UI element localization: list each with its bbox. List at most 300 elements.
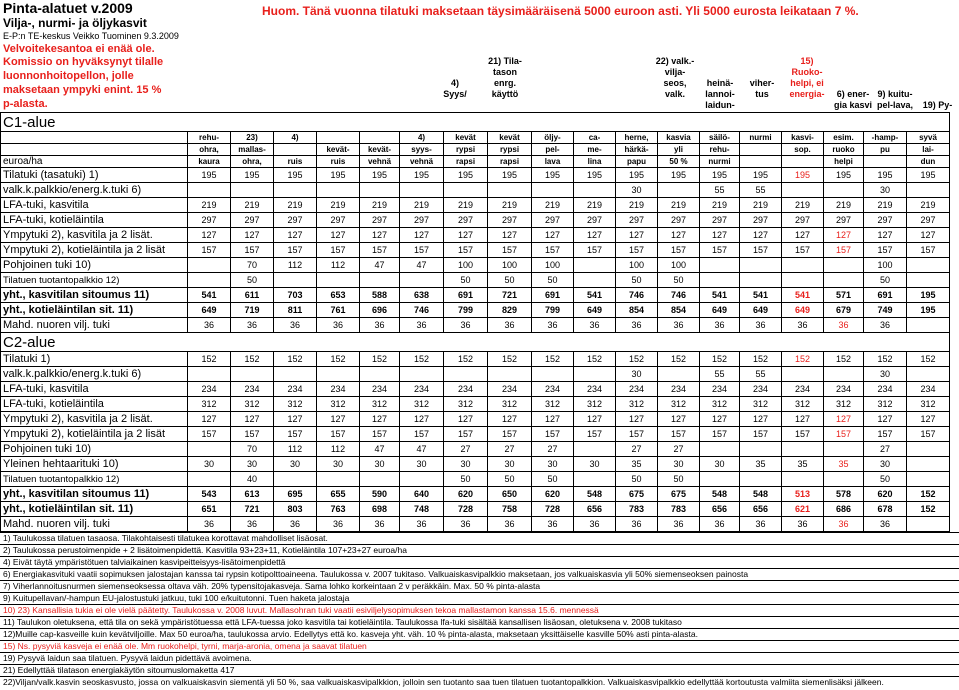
value-cell: 620	[864, 487, 907, 502]
column-head-pysyva: 19) Py-	[922, 100, 953, 110]
value-cell: 234	[782, 382, 824, 397]
value-cell: 30	[864, 367, 907, 382]
value-cell	[574, 183, 616, 198]
value-cell: 691	[864, 288, 907, 303]
value-cell: 50	[231, 273, 274, 288]
value-cell: 679	[824, 303, 864, 318]
value-cell: 675	[616, 487, 658, 502]
value-cell: 234	[616, 382, 658, 397]
value-cell: 219	[864, 198, 907, 213]
value-cell: 127	[360, 228, 400, 243]
c2-rows	[1, 352, 950, 532]
table-row	[1, 288, 950, 303]
value-cell: 578	[824, 487, 864, 502]
value-cell: 234	[700, 382, 740, 397]
value-cell: 297	[317, 213, 360, 228]
subheader-cell: kevät	[488, 132, 532, 144]
footnote: 6) Energiakasvituki vaatii sopimuksen jalostajan kanssa tai rypsin kotipolttoaineena. Taulukossa v. 2007 tukitaso. Valkuaiskasvipalkkio maksetaan, jos valkuaiskasvia yli 50% siemenseoksen painosta	[0, 568, 959, 580]
subheader-row	[1, 132, 950, 144]
value-cell: 297	[231, 213, 274, 228]
value-cell: 234	[824, 382, 864, 397]
row-label: yht., kotieläintilan sit. 11)	[1, 303, 188, 318]
column-head-tilatason: 21) Tila- tason enrg. käyttö	[488, 56, 522, 99]
value-cell	[824, 367, 864, 382]
row-label: Tilatuen tuotantopalkkio 12)	[1, 472, 188, 487]
value-cell: 112	[274, 442, 317, 457]
subheader-cell: papu	[616, 156, 658, 168]
row-label: yht., kasvitilan sitoumus 11)	[1, 288, 188, 303]
value-cell	[700, 472, 740, 487]
value-cell: 35	[740, 457, 782, 472]
value-cell: 152	[360, 352, 400, 367]
value-cell: 783	[616, 502, 658, 517]
value-cell: 590	[360, 487, 400, 502]
value-cell: 127	[274, 228, 317, 243]
subheader-cell: rehu-	[188, 132, 231, 144]
value-cell: 195	[907, 303, 950, 318]
value-cell: 219	[274, 198, 317, 213]
value-cell: 157	[188, 243, 231, 258]
value-cell: 803	[274, 502, 317, 517]
value-cell: 70	[231, 258, 274, 273]
value-cell: 588	[360, 288, 400, 303]
subheader-cell: helpi	[824, 156, 864, 168]
footnote: 22)Viljan/valk.kasvin seoskasvusto, jossa on valkuaiskasvin siementä yli 50 %, saa valkuaiskasvipalkkion, jolloin sen tuotanto saa tuen tilatuen tuotantopalkkion. Valkuaiskasvipalkkio edellyttää kortoutusta valmiita siemenlisäksi jälkeen.	[0, 676, 959, 688]
value-cell: 611	[231, 288, 274, 303]
value-cell: 47	[400, 258, 444, 273]
value-cell: 36	[532, 517, 574, 532]
value-cell: 312	[274, 397, 317, 412]
value-cell: 47	[400, 442, 444, 457]
value-cell: 195	[360, 168, 400, 183]
value-cell: 36	[400, 318, 444, 333]
value-cell: 698	[360, 502, 400, 517]
section-title-row	[1, 113, 950, 132]
value-cell	[782, 258, 824, 273]
value-cell: 234	[400, 382, 444, 397]
value-cell	[782, 273, 824, 288]
value-cell	[574, 258, 616, 273]
value-cell: 653	[317, 288, 360, 303]
footnote: 1) Taulukossa tilatuen tasaosa. Tilakohtaisesti tilatukea korottavat mahdolliset lisäosat.	[0, 532, 959, 544]
table-row	[1, 427, 950, 442]
value-cell: 152	[824, 352, 864, 367]
c1-rows	[1, 168, 950, 333]
value-cell: 127	[658, 412, 700, 427]
value-cell: 30	[274, 457, 317, 472]
footnote: 12)Muille cap-kasveille kuin kevätviljoille. Max 50 euroa/ha, taulukossa arvio. Edellytys että ko. kasveja yht. väh. 10 % pinta-alasta, maksetaan yksittäiselle kasville 50% asti pinta-alasta.	[0, 628, 959, 640]
value-cell	[532, 183, 574, 198]
value-cell: 127	[574, 228, 616, 243]
value-cell	[317, 273, 360, 288]
value-cell: 50	[532, 273, 574, 288]
subheader-cell: esim.	[824, 132, 864, 144]
value-cell: 157	[782, 243, 824, 258]
value-cell: 30	[360, 457, 400, 472]
value-cell: 152	[782, 352, 824, 367]
value-cell: 219	[444, 198, 488, 213]
subheader-cell: ruoko	[824, 144, 864, 156]
subheader-cell	[864, 156, 907, 168]
value-cell: 312	[616, 397, 658, 412]
value-cell: 36	[360, 517, 400, 532]
table-row	[1, 303, 950, 318]
subheader-cell: pel-	[532, 144, 574, 156]
c1-header	[1, 113, 950, 168]
value-cell: 27	[616, 442, 658, 457]
value-cell: 36	[574, 517, 616, 532]
value-cell: 234	[907, 382, 950, 397]
red-note-line: p-alasta.	[3, 98, 48, 110]
subheader-cell: öljy-	[532, 132, 574, 144]
row-label: Tilatuki 1)	[1, 352, 188, 367]
value-cell: 35	[824, 457, 864, 472]
value-cell: 47	[360, 258, 400, 273]
value-cell: 219	[488, 198, 532, 213]
value-cell: 219	[782, 198, 824, 213]
value-cell: 152	[907, 487, 950, 502]
value-cell: 127	[740, 412, 782, 427]
value-cell: 157	[658, 427, 700, 442]
value-cell: 50	[616, 273, 658, 288]
value-cell: 234	[360, 382, 400, 397]
table-row	[1, 412, 950, 427]
value-cell: 50	[616, 472, 658, 487]
value-cell	[188, 442, 231, 457]
row-label: LFA-tuki, kotieläintila	[1, 397, 188, 412]
value-cell: 758	[488, 502, 532, 517]
value-cell	[824, 273, 864, 288]
value-cell: 219	[400, 198, 444, 213]
value-cell: 649	[782, 303, 824, 318]
subheader-cell: yli	[658, 144, 700, 156]
value-cell: 152	[740, 352, 782, 367]
value-cell: 127	[824, 228, 864, 243]
value-cell: 195	[532, 168, 574, 183]
value-cell: 152	[400, 352, 444, 367]
value-cell: 234	[274, 382, 317, 397]
value-cell: 127	[444, 228, 488, 243]
value-cell: 297	[658, 213, 700, 228]
value-cell: 127	[400, 412, 444, 427]
value-cell	[782, 183, 824, 198]
value-cell: 312	[231, 397, 274, 412]
value-cell	[740, 442, 782, 457]
value-cell	[574, 367, 616, 382]
value-cell: 157	[532, 427, 574, 442]
value-cell: 152	[274, 352, 317, 367]
value-cell: 127	[231, 412, 274, 427]
value-cell: 30	[317, 457, 360, 472]
value-cell	[274, 367, 317, 382]
subheader-cell: ruis	[317, 156, 360, 168]
value-cell	[360, 472, 400, 487]
table-row	[1, 487, 950, 502]
value-cell: 152	[907, 352, 950, 367]
table-row	[1, 228, 950, 243]
value-cell: 548	[574, 487, 616, 502]
subheader-cell: me-	[574, 144, 616, 156]
value-cell	[907, 457, 950, 472]
value-cell: 50	[658, 273, 700, 288]
value-cell: 127	[532, 228, 574, 243]
subheader-cell: 50 %	[658, 156, 700, 168]
value-cell: 695	[274, 487, 317, 502]
row-label: Ympytuki 2), kotieläintila ja 2 lisät	[1, 243, 188, 258]
value-cell: 656	[740, 502, 782, 517]
value-cell	[824, 183, 864, 198]
value-cell: 234	[231, 382, 274, 397]
value-cell: 763	[317, 502, 360, 517]
value-cell: 100	[658, 258, 700, 273]
value-cell: 312	[700, 397, 740, 412]
value-cell: 30	[864, 457, 907, 472]
value-cell: 36	[317, 517, 360, 532]
value-cell: 127	[907, 228, 950, 243]
value-cell: 541	[740, 288, 782, 303]
table-row	[1, 258, 950, 273]
value-cell	[488, 183, 532, 198]
value-cell: 234	[188, 382, 231, 397]
column-head-valkviljaseos: 22) valk.- vilja- seos, valk.	[655, 56, 695, 99]
row-label: valk.k.palkkio/energ.k.tuki 6)	[1, 183, 188, 198]
notice-banner: Huom. Tänä vuonna tilatuki maksetaan täysimääräisenä 5000 euroon asti. Yli 5000 eurosta leikataan 7 %.	[262, 4, 859, 18]
value-cell: 234	[864, 382, 907, 397]
subheader-cell	[317, 132, 360, 144]
value-cell: 30	[616, 183, 658, 198]
value-cell: 312	[658, 397, 700, 412]
value-cell: 219	[188, 198, 231, 213]
table-row	[1, 382, 950, 397]
value-cell: 30	[400, 457, 444, 472]
value-cell: 152	[444, 352, 488, 367]
value-cell: 47	[360, 442, 400, 457]
value-cell: 854	[658, 303, 700, 318]
value-cell: 219	[532, 198, 574, 213]
value-cell: 36	[824, 517, 864, 532]
value-cell: 152	[907, 502, 950, 517]
value-cell: 649	[740, 303, 782, 318]
value-cell: 30	[616, 367, 658, 382]
value-cell: 195	[574, 168, 616, 183]
footnote: 7) Viherlannoitusnurmen siemenseoksessa oltava väh. 20% typensitojakasveja. Sama lohko korkeintaan 2 v peräkkäin. Max. 50 % pinta-alasta	[0, 580, 959, 592]
value-cell: 783	[658, 502, 700, 517]
value-cell: 195	[740, 168, 782, 183]
value-cell: 219	[700, 198, 740, 213]
value-cell: 195	[907, 168, 950, 183]
value-cell: 55	[700, 183, 740, 198]
value-cell: 761	[317, 303, 360, 318]
value-cell: 152	[488, 352, 532, 367]
value-cell: 50	[532, 472, 574, 487]
value-cell	[532, 367, 574, 382]
row-label: Mahd. nuoren vilj. tuki	[1, 318, 188, 333]
unit-label	[1, 132, 188, 144]
value-cell: 656	[574, 502, 616, 517]
value-cell	[907, 442, 950, 457]
value-cell: 157	[317, 427, 360, 442]
value-cell	[782, 442, 824, 457]
value-cell: 36	[700, 517, 740, 532]
value-cell	[740, 258, 782, 273]
subheader-cell: sop.	[782, 144, 824, 156]
value-cell: 157	[274, 427, 317, 442]
value-cell: 127	[488, 412, 532, 427]
value-cell: 157	[488, 243, 532, 258]
value-cell: 157	[700, 427, 740, 442]
value-cell: 746	[400, 303, 444, 318]
value-cell	[360, 367, 400, 382]
table-row	[1, 367, 950, 382]
table-row	[1, 318, 950, 333]
table-row	[1, 472, 950, 487]
row-label: Pohjoinen tuki 10)	[1, 442, 188, 457]
value-cell: 50	[444, 273, 488, 288]
value-cell: 127	[616, 412, 658, 427]
value-cell: 219	[658, 198, 700, 213]
value-cell: 157	[360, 427, 400, 442]
value-cell	[231, 183, 274, 198]
value-cell: 195	[782, 168, 824, 183]
value-cell: 152	[700, 352, 740, 367]
value-cell: 127	[824, 412, 864, 427]
footnote: 15) Ns. pysyviä kasveja ei enää ole. Mm ruokohelpi, tyrni, marja-aronia, omena ja saavat tilatuen	[0, 640, 959, 652]
value-cell: 36	[231, 517, 274, 532]
value-cell: 157	[824, 243, 864, 258]
value-cell: 30	[864, 183, 907, 198]
value-cell: 541	[700, 288, 740, 303]
subheader-cell: kevät-	[360, 144, 400, 156]
value-cell: 621	[782, 502, 824, 517]
subheader-cell: mallas-	[231, 144, 274, 156]
value-cell: 157	[488, 427, 532, 442]
value-cell	[274, 183, 317, 198]
value-cell: 312	[444, 397, 488, 412]
value-cell: 36	[616, 517, 658, 532]
subheader-cell: kasvi-	[782, 132, 824, 144]
value-cell: 297	[824, 213, 864, 228]
value-cell: 50	[864, 472, 907, 487]
value-cell	[700, 273, 740, 288]
red-note-line: Komissio on hyväksynyt tilalle	[3, 56, 164, 68]
value-cell: 112	[317, 258, 360, 273]
value-cell: 100	[488, 258, 532, 273]
value-cell	[444, 183, 488, 198]
unit-label: euroa/ha	[1, 156, 188, 168]
value-cell: 312	[488, 397, 532, 412]
subheader-cell: rypsi	[444, 144, 488, 156]
value-cell: 541	[782, 288, 824, 303]
subheader-cell: vehnä	[400, 156, 444, 168]
value-cell: 36	[360, 318, 400, 333]
value-cell: 297	[616, 213, 658, 228]
subheader-cell: säilö-	[700, 132, 740, 144]
value-cell: 70	[231, 442, 274, 457]
subheader-cell: syvä	[907, 132, 950, 144]
value-cell	[360, 183, 400, 198]
value-cell: 127	[700, 228, 740, 243]
value-cell: 195	[700, 168, 740, 183]
value-cell: 36	[740, 517, 782, 532]
value-cell: 649	[188, 303, 231, 318]
value-cell: 195	[231, 168, 274, 183]
value-cell: 157	[231, 427, 274, 442]
value-cell: 297	[360, 213, 400, 228]
value-cell: 195	[400, 168, 444, 183]
value-cell: 127	[616, 228, 658, 243]
footnote: 9) Kuitupellavan/-hampun EU-jalostustuki jatkuu, tuki 100 e/kuitutonni. Tuen haketa jalostaja	[0, 592, 959, 604]
row-label: yht., kotieläintilan sit. 11)	[1, 502, 188, 517]
value-cell	[574, 442, 616, 457]
value-cell: 543	[188, 487, 231, 502]
value-cell: 219	[574, 198, 616, 213]
footnote: 11) Taulukon oletuksena, että tila on sekä ympäristötuessa että LFA-tuessa joko kasvitila tai kotieläintila. Taulukossa lfa-tuki sisältää kansallisen lisäosan, oletuksena v. 2008 tukitaso	[0, 616, 959, 628]
value-cell: 297	[907, 213, 950, 228]
support-table	[0, 112, 950, 532]
subheader-cell: kaura	[188, 156, 231, 168]
subheader-cell	[740, 144, 782, 156]
footnote: 21) Edellyttää tilatason energiakäytön sitoumuslomaketta 417	[0, 664, 959, 676]
value-cell	[317, 183, 360, 198]
value-cell	[907, 517, 950, 532]
red-note-line: maksetaan ympyki enint. 15 %	[3, 84, 162, 96]
value-cell	[740, 273, 782, 288]
value-cell	[740, 472, 782, 487]
value-cell: 35	[782, 457, 824, 472]
value-cell: 157	[444, 243, 488, 258]
value-cell: 297	[488, 213, 532, 228]
value-cell	[700, 258, 740, 273]
subheader-cell: 4)	[274, 132, 317, 144]
value-cell: 112	[317, 442, 360, 457]
value-cell: 234	[532, 382, 574, 397]
value-cell: 127	[782, 412, 824, 427]
subheader-cell: pu	[864, 144, 907, 156]
value-cell: 195	[864, 168, 907, 183]
value-cell: 219	[360, 198, 400, 213]
unit-label	[1, 144, 188, 156]
value-cell	[574, 273, 616, 288]
value-cell	[274, 273, 317, 288]
value-cell: 571	[824, 288, 864, 303]
subheader-cell: ohra,	[231, 156, 274, 168]
value-cell: 219	[907, 198, 950, 213]
subheader-cell: kasvia	[658, 132, 700, 144]
value-cell: 127	[231, 228, 274, 243]
value-cell: 548	[700, 487, 740, 502]
value-cell: 127	[188, 412, 231, 427]
value-cell: 127	[574, 412, 616, 427]
section-title: C1-alue	[1, 113, 950, 132]
row-label: LFA-tuki, kasvitila	[1, 198, 188, 213]
value-cell: 157	[400, 243, 444, 258]
value-cell: 691	[444, 288, 488, 303]
row-label: Pohjoinen tuki 10)	[1, 258, 188, 273]
value-cell: 36	[532, 318, 574, 333]
value-cell: 127	[188, 228, 231, 243]
value-cell: 620	[444, 487, 488, 502]
value-cell: 721	[488, 288, 532, 303]
value-cell: 312	[782, 397, 824, 412]
value-cell	[700, 442, 740, 457]
value-cell: 234	[574, 382, 616, 397]
value-cell: 234	[317, 382, 360, 397]
value-cell: 127	[400, 228, 444, 243]
row-label: Ympytuki 2), kasvitila ja 2 lisät.	[1, 412, 188, 427]
value-cell: 27	[488, 442, 532, 457]
value-cell: 312	[574, 397, 616, 412]
value-cell	[274, 472, 317, 487]
